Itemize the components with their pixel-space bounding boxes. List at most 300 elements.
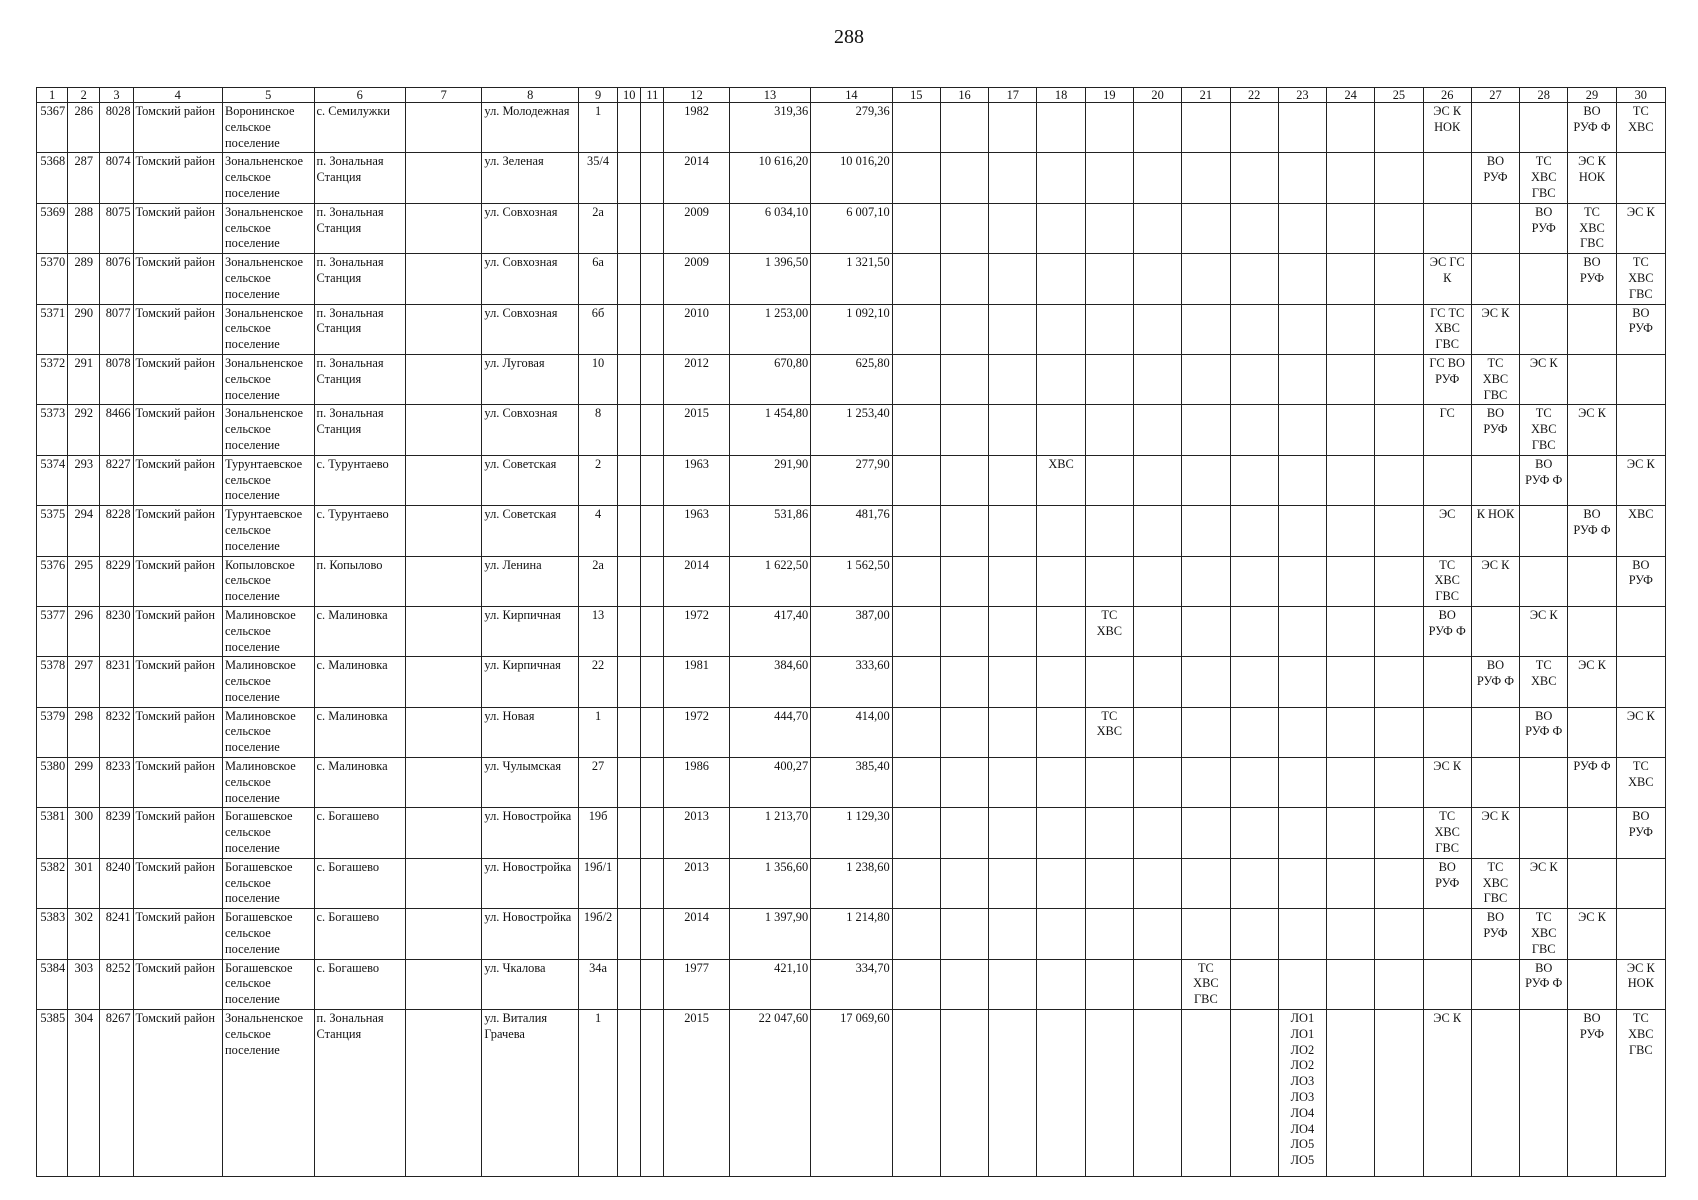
table-cell-col-25 (1375, 1010, 1423, 1177)
table-cell-col-17 (989, 808, 1037, 858)
table-cell-col-27 (1471, 707, 1519, 757)
table-cell-col-19 (1085, 455, 1133, 505)
table-cell-col-28 (1520, 304, 1568, 354)
table-cell-col-27: К НОК (1471, 506, 1519, 556)
table-cell-col-27: ВО РУФ Ф (1471, 657, 1519, 707)
column-header-12: 12 (664, 88, 729, 103)
table-cell-col-30: ВО РУФ (1616, 556, 1665, 606)
table-cell-col-1: 5378 (37, 657, 68, 707)
table-cell-col-6: п. Зональная Станция (314, 203, 406, 253)
table-cell-col-12: 2009 (664, 254, 729, 304)
table-cell-col-17 (989, 455, 1037, 505)
table-cell-col-22 (1230, 858, 1278, 908)
table-cell-col-4: Томский район (133, 203, 222, 253)
table-cell-col-5: Малиновское сельское поселение (223, 707, 315, 757)
table-cell-col-10 (618, 405, 641, 455)
page-number: 288 (834, 26, 864, 48)
table-cell-col-2: 303 (68, 959, 100, 1009)
table-cell-col-9: 6а (578, 254, 617, 304)
table-cell-col-4: Томский район (133, 455, 222, 505)
table-row (37, 758, 1666, 808)
table-cell-col-10 (618, 707, 641, 757)
table-cell-col-8: ул. Кирпичная (482, 606, 579, 656)
column-header-4: 4 (133, 88, 222, 103)
table-cell-col-14: 481,76 (811, 506, 892, 556)
table-cell-col-5: Богашевское сельское поселение (223, 959, 315, 1009)
table-cell-col-12: 2009 (664, 203, 729, 253)
table-cell-col-20 (1133, 1010, 1181, 1177)
table-cell-col-5: Богашевское сельское поселение (223, 858, 315, 908)
column-header-3: 3 (100, 88, 133, 103)
table-cell-col-6: с. Богашево (314, 808, 406, 858)
table-row (37, 203, 1666, 253)
table-cell-col-11 (641, 707, 664, 757)
table-cell-col-18 (1037, 858, 1085, 908)
table-cell-col-18 (1037, 153, 1085, 203)
table-cell-col-2: 293 (68, 455, 100, 505)
table-cell-col-1: 5375 (37, 506, 68, 556)
table-cell-col-11 (641, 153, 664, 203)
column-header-28: 28 (1520, 88, 1568, 103)
table-cell-col-25 (1375, 758, 1423, 808)
table-cell-col-4: Томский район (133, 606, 222, 656)
table-cell-col-10 (618, 203, 641, 253)
table-cell-col-18 (1037, 959, 1085, 1009)
table-cell-col-7 (406, 858, 482, 908)
table-cell-col-20 (1133, 153, 1181, 203)
table-cell-col-20 (1133, 959, 1181, 1009)
table-cell-col-26: ЭС ГС К (1423, 254, 1471, 304)
table-cell-col-4: Томский район (133, 556, 222, 606)
table-cell-col-12: 1986 (664, 758, 729, 808)
table-cell-col-18 (1037, 909, 1085, 959)
table-cell-col-27 (1471, 758, 1519, 808)
table-cell-col-8: ул. Советская (482, 506, 579, 556)
table-cell-col-4: Томский район (133, 808, 222, 858)
table-cell-col-11 (641, 103, 664, 153)
table-cell-col-3: 8267 (100, 1010, 133, 1177)
table-cell-col-4: Томский район (133, 909, 222, 959)
table-cell-col-16 (940, 657, 988, 707)
table-cell-col-15 (892, 455, 940, 505)
table-cell-col-22 (1230, 254, 1278, 304)
table-cell-col-3: 8231 (100, 657, 133, 707)
table-cell-col-12: 2014 (664, 909, 729, 959)
table-cell-col-28 (1520, 103, 1568, 153)
table-cell-col-13: 1 622,50 (729, 556, 810, 606)
table-cell-col-29 (1568, 707, 1616, 757)
table-cell-col-18 (1037, 405, 1085, 455)
table-cell-col-22 (1230, 1010, 1278, 1177)
table-cell-col-27 (1471, 959, 1519, 1009)
table-cell-col-21 (1182, 254, 1230, 304)
table-cell-col-8: ул. Совхозная (482, 304, 579, 354)
table-row (37, 858, 1666, 908)
column-header-17: 17 (989, 88, 1037, 103)
table-cell-col-27: ТС ХВС ГВС (1471, 858, 1519, 908)
table-cell-col-13: 319,36 (729, 103, 810, 153)
table-cell-col-25 (1375, 203, 1423, 253)
table-cell-col-16 (940, 103, 988, 153)
table-cell-col-29: ВО РУФ (1568, 1010, 1616, 1177)
table-cell-col-2: 287 (68, 153, 100, 203)
table-cell-col-7 (406, 909, 482, 959)
table-cell-col-25 (1375, 455, 1423, 505)
table-cell-col-17 (989, 556, 1037, 606)
table-cell-col-27 (1471, 1010, 1519, 1177)
table-cell-col-8: ул. Кирпичная (482, 657, 579, 707)
table-cell-col-24 (1327, 858, 1375, 908)
table-cell-col-7 (406, 758, 482, 808)
table-cell-col-1: 5371 (37, 304, 68, 354)
table-cell-col-10 (618, 858, 641, 908)
table-cell-col-3: 8229 (100, 556, 133, 606)
table-cell-col-3: 8028 (100, 103, 133, 153)
table-cell-col-11 (641, 959, 664, 1009)
table-cell-col-24 (1327, 455, 1375, 505)
table-cell-col-3: 8074 (100, 153, 133, 203)
table-cell-col-16 (940, 808, 988, 858)
table-cell-col-5: Турунтаевское сельское поселение (223, 455, 315, 505)
table-cell-col-26 (1423, 707, 1471, 757)
table-cell-col-10 (618, 1010, 641, 1177)
table-cell-col-9: 1 (578, 707, 617, 757)
table-row (37, 405, 1666, 455)
table-cell-col-7 (406, 657, 482, 707)
table-cell-col-15 (892, 808, 940, 858)
table-cell-col-13: 1 253,00 (729, 304, 810, 354)
column-header-19: 19 (1085, 88, 1133, 103)
table-cell-col-28: ВО РУФ (1520, 203, 1568, 253)
table-cell-col-26 (1423, 153, 1471, 203)
table-cell-col-4: Томский район (133, 405, 222, 455)
table-cell-col-26 (1423, 959, 1471, 1009)
table-cell-col-22 (1230, 808, 1278, 858)
table-cell-col-12: 2014 (664, 153, 729, 203)
table-cell-col-10 (618, 153, 641, 203)
table-cell-col-9: 6б (578, 304, 617, 354)
table-cell-col-18 (1037, 556, 1085, 606)
table-cell-col-5: Воронинское сельское поселение (223, 103, 315, 153)
table-cell-col-11 (641, 1010, 664, 1177)
table-cell-col-18 (1037, 707, 1085, 757)
table-cell-col-15 (892, 606, 940, 656)
table-cell-col-30 (1616, 153, 1665, 203)
table-cell-col-23 (1278, 556, 1326, 606)
table-cell-col-11 (641, 758, 664, 808)
table-cell-col-21 (1182, 657, 1230, 707)
table-cell-col-21 (1182, 506, 1230, 556)
table-cell-col-20 (1133, 103, 1181, 153)
table-cell-col-25 (1375, 354, 1423, 404)
table-cell-col-22 (1230, 203, 1278, 253)
table-cell-col-8: ул. Виталия Грачева (482, 1010, 579, 1177)
table-cell-col-13: 670,80 (729, 354, 810, 404)
table-cell-col-28: ТС ХВС ГВС (1520, 153, 1568, 203)
table-cell-col-27: ЭС К (1471, 556, 1519, 606)
table-row (37, 606, 1666, 656)
table-cell-col-10 (618, 657, 641, 707)
table-cell-col-2: 296 (68, 606, 100, 656)
table-cell-col-9: 34а (578, 959, 617, 1009)
table-cell-col-5: Зональненское сельское поселение (223, 254, 315, 304)
table-cell-col-14: 625,80 (811, 354, 892, 404)
table-cell-col-16 (940, 254, 988, 304)
table-cell-col-27 (1471, 254, 1519, 304)
table-cell-col-23 (1278, 858, 1326, 908)
table-cell-col-4: Томский район (133, 103, 222, 153)
table-cell-col-12: 1982 (664, 103, 729, 153)
table-cell-col-14: 1 129,30 (811, 808, 892, 858)
table-cell-col-7 (406, 304, 482, 354)
table-cell-col-14: 1 253,40 (811, 405, 892, 455)
table-cell-col-12: 1981 (664, 657, 729, 707)
table-cell-col-14: 1 562,50 (811, 556, 892, 606)
table-cell-col-21 (1182, 153, 1230, 203)
table-cell-col-10 (618, 758, 641, 808)
table-cell-col-2: 298 (68, 707, 100, 757)
table-cell-col-3: 8078 (100, 354, 133, 404)
table-cell-col-20 (1133, 254, 1181, 304)
table-cell-col-25 (1375, 304, 1423, 354)
column-header-18: 18 (1037, 88, 1085, 103)
table-cell-col-25 (1375, 254, 1423, 304)
table-cell-col-11 (641, 506, 664, 556)
table-cell-col-29: ЭС К (1568, 909, 1616, 959)
table-cell-col-6: с. Малиновка (314, 606, 406, 656)
table-cell-col-13: 444,70 (729, 707, 810, 757)
table-cell-col-12: 1963 (664, 506, 729, 556)
table-cell-col-27: ТС ХВС ГВС (1471, 354, 1519, 404)
table-cell-col-24 (1327, 254, 1375, 304)
table-cell-col-26: ТС ХВС ГВС (1423, 808, 1471, 858)
table-cell-col-11 (641, 808, 664, 858)
table-cell-col-30: ЭС К (1616, 455, 1665, 505)
table-cell-col-12: 1963 (664, 455, 729, 505)
table-cell-col-23 (1278, 354, 1326, 404)
table-cell-col-9: 27 (578, 758, 617, 808)
table-cell-col-29: ВО РУФ (1568, 254, 1616, 304)
table-cell-col-15 (892, 304, 940, 354)
table-row (37, 959, 1666, 1009)
table-cell-col-25 (1375, 959, 1423, 1009)
table-cell-col-15 (892, 254, 940, 304)
table-cell-col-7 (406, 153, 482, 203)
table-cell-col-4: Томский район (133, 707, 222, 757)
column-header-24: 24 (1327, 88, 1375, 103)
table-cell-col-3: 8239 (100, 808, 133, 858)
table-cell-col-18 (1037, 606, 1085, 656)
table-cell-col-1: 5381 (37, 808, 68, 858)
table-cell-col-20 (1133, 556, 1181, 606)
table-cell-col-15 (892, 707, 940, 757)
table-cell-col-17 (989, 909, 1037, 959)
table-cell-col-30 (1616, 354, 1665, 404)
table-cell-col-2: 288 (68, 203, 100, 253)
table-cell-col-9: 2 (578, 455, 617, 505)
table-cell-col-2: 295 (68, 556, 100, 606)
table-cell-col-1: 5374 (37, 455, 68, 505)
table-cell-col-7 (406, 1010, 482, 1177)
table-cell-col-21 (1182, 1010, 1230, 1177)
table-cell-col-7 (406, 506, 482, 556)
table-cell-col-5: Малиновское сельское поселение (223, 657, 315, 707)
table-cell-col-19 (1085, 657, 1133, 707)
table-cell-col-22 (1230, 657, 1278, 707)
table-cell-col-5: Зональненское сельское поселение (223, 304, 315, 354)
table-cell-col-16 (940, 354, 988, 404)
table-cell-col-14: 1 092,10 (811, 304, 892, 354)
table-cell-col-8: ул. Новостройка (482, 909, 579, 959)
table-cell-col-21 (1182, 556, 1230, 606)
table-cell-col-25 (1375, 909, 1423, 959)
table-cell-col-21 (1182, 203, 1230, 253)
table-cell-col-6: п. Зональная Станция (314, 1010, 406, 1177)
table-cell-col-15 (892, 203, 940, 253)
table-cell-col-11 (641, 455, 664, 505)
table-cell-col-4: Томский район (133, 304, 222, 354)
table-cell-col-6: с. Малиновка (314, 657, 406, 707)
table-cell-col-17 (989, 858, 1037, 908)
table-cell-col-23 (1278, 455, 1326, 505)
table-cell-col-17 (989, 354, 1037, 404)
table-cell-col-22 (1230, 959, 1278, 1009)
table-cell-col-29: ЭС К (1568, 405, 1616, 455)
table-cell-col-29: ВО РУФ Ф (1568, 103, 1616, 153)
table-cell-col-28 (1520, 556, 1568, 606)
table-cell-col-21: ТС ХВС ГВС (1182, 959, 1230, 1009)
column-header-1: 1 (37, 88, 68, 103)
table-cell-col-23 (1278, 203, 1326, 253)
table-cell-col-28: ВО РУФ Ф (1520, 455, 1568, 505)
table-cell-col-30: ТС ХВС ГВС (1616, 1010, 1665, 1177)
table-cell-col-17 (989, 758, 1037, 808)
table-cell-col-1: 5383 (37, 909, 68, 959)
table-cell-col-23 (1278, 758, 1326, 808)
registry-table (36, 87, 1666, 1177)
table-cell-col-28: ЭС К (1520, 858, 1568, 908)
table-cell-col-9: 19б/1 (578, 858, 617, 908)
table-cell-col-7 (406, 103, 482, 153)
column-header-8: 8 (482, 88, 579, 103)
table-row (37, 506, 1666, 556)
table-cell-col-19 (1085, 153, 1133, 203)
table-cell-col-6: с. Семилужки (314, 103, 406, 153)
table-body (37, 103, 1666, 1177)
table-cell-col-7 (406, 959, 482, 1009)
table-cell-col-30: ЭС К НОК (1616, 959, 1665, 1009)
table-cell-col-8: ул. Новая (482, 707, 579, 757)
table-cell-col-30: ТС ХВС (1616, 758, 1665, 808)
table-cell-col-13: 291,90 (729, 455, 810, 505)
table-cell-col-11 (641, 203, 664, 253)
table-cell-col-1: 5382 (37, 858, 68, 908)
table-cell-col-13: 22 047,60 (729, 1010, 810, 1177)
table-cell-col-23 (1278, 657, 1326, 707)
table-cell-col-22 (1230, 909, 1278, 959)
table-cell-col-30 (1616, 858, 1665, 908)
table-cell-col-23 (1278, 103, 1326, 153)
table-cell-col-16 (940, 203, 988, 253)
table-cell-col-28: ТС ХВС ГВС (1520, 909, 1568, 959)
table-cell-col-13: 400,27 (729, 758, 810, 808)
table-cell-col-23 (1278, 707, 1326, 757)
table-cell-col-7 (406, 405, 482, 455)
table-cell-col-30 (1616, 606, 1665, 656)
table-cell-col-6: с. Малиновка (314, 707, 406, 757)
table-cell-col-30 (1616, 405, 1665, 455)
table-cell-col-19 (1085, 203, 1133, 253)
table-cell-col-1: 5370 (37, 254, 68, 304)
table-cell-col-12: 2013 (664, 858, 729, 908)
column-header-15: 15 (892, 88, 940, 103)
table-cell-col-14: 1 321,50 (811, 254, 892, 304)
table-cell-col-26: ГС ВО РУФ (1423, 354, 1471, 404)
table-cell-col-24 (1327, 556, 1375, 606)
table-cell-col-19 (1085, 909, 1133, 959)
table-cell-col-25 (1375, 556, 1423, 606)
table-cell-col-3: 8077 (100, 304, 133, 354)
table-cell-col-10 (618, 304, 641, 354)
table-cell-col-29: ВО РУФ Ф (1568, 506, 1616, 556)
table-cell-col-16 (940, 858, 988, 908)
table-cell-col-30: ТС ХВС (1616, 103, 1665, 153)
table-cell-col-13: 1 213,70 (729, 808, 810, 858)
table-cell-col-3: 8227 (100, 455, 133, 505)
table-cell-col-19 (1085, 354, 1133, 404)
table-cell-col-9: 19б/2 (578, 909, 617, 959)
column-header-7: 7 (406, 88, 482, 103)
table-cell-col-30: ВО РУФ (1616, 808, 1665, 858)
table-cell-col-4: Томский район (133, 254, 222, 304)
table-cell-col-10 (618, 909, 641, 959)
column-header-29: 29 (1568, 88, 1616, 103)
table-cell-col-6: п. Зональная Станция (314, 254, 406, 304)
table-cell-col-19: ТС ХВС (1085, 707, 1133, 757)
table-cell-col-24 (1327, 606, 1375, 656)
table-cell-col-29 (1568, 959, 1616, 1009)
table-row (37, 657, 1666, 707)
table-cell-col-11 (641, 304, 664, 354)
column-header-21: 21 (1182, 88, 1230, 103)
table-cell-col-29: ЭС К (1568, 657, 1616, 707)
table-cell-col-3: 8466 (100, 405, 133, 455)
table-cell-col-4: Томский район (133, 1010, 222, 1177)
table-cell-col-22 (1230, 304, 1278, 354)
table-cell-col-7 (406, 354, 482, 404)
table-cell-col-14: 385,40 (811, 758, 892, 808)
table-cell-col-25 (1375, 808, 1423, 858)
table-cell-col-25 (1375, 405, 1423, 455)
table-cell-col-26: ЭС К (1423, 758, 1471, 808)
table-cell-col-13: 6 034,10 (729, 203, 810, 253)
table-cell-col-22 (1230, 707, 1278, 757)
table-cell-col-13: 384,60 (729, 657, 810, 707)
table-cell-col-4: Томский район (133, 506, 222, 556)
table-cell-col-19 (1085, 506, 1133, 556)
table-cell-col-16 (940, 556, 988, 606)
table-row (37, 1010, 1666, 1177)
table-cell-col-5: Зональненское сельское поселение (223, 203, 315, 253)
table-cell-col-19 (1085, 808, 1133, 858)
table-cell-col-10 (618, 103, 641, 153)
table-cell-col-1: 5380 (37, 758, 68, 808)
table-cell-col-20 (1133, 304, 1181, 354)
table-cell-col-25 (1375, 506, 1423, 556)
table-cell-col-8: ул. Молодежная (482, 103, 579, 153)
table-cell-col-18 (1037, 657, 1085, 707)
table-cell-col-6: п. Зональная Станция (314, 153, 406, 203)
